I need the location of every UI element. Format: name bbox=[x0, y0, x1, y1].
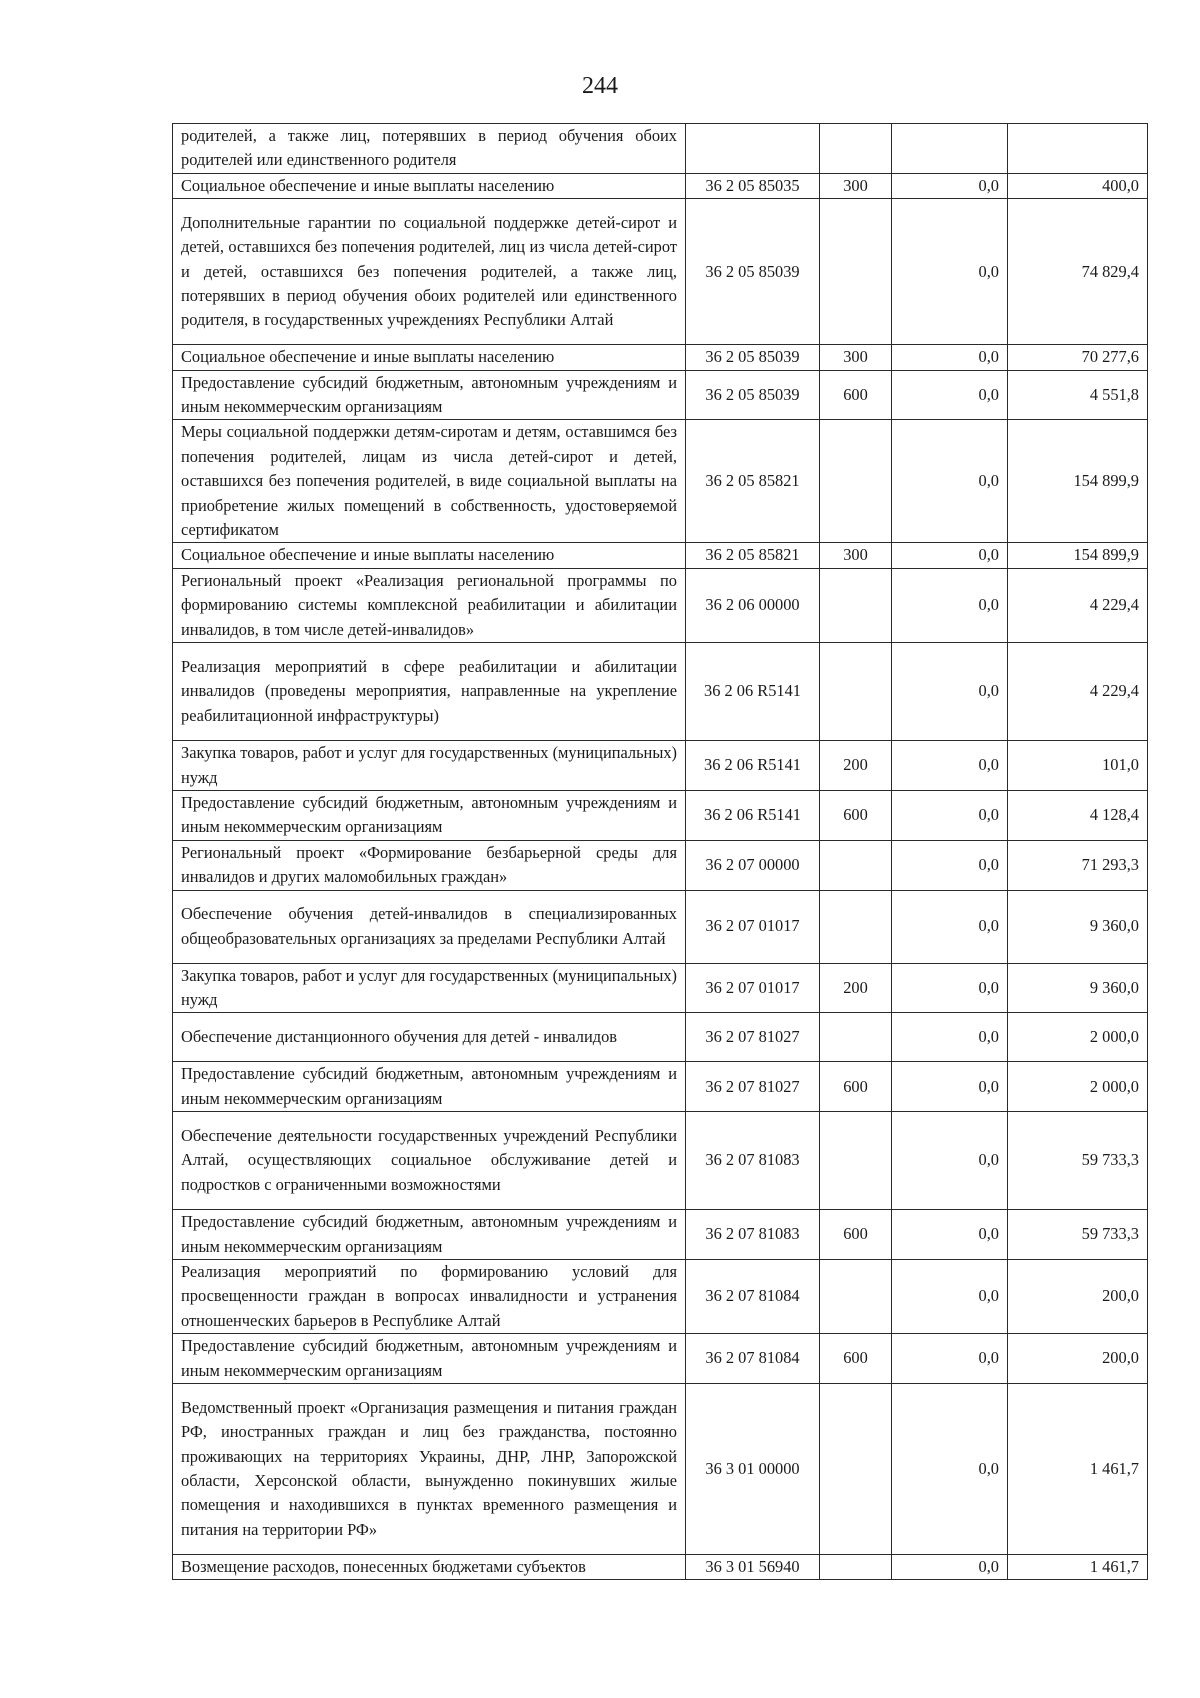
expense-name: Социальное обеспечение и иные выплаты населению bbox=[173, 543, 686, 568]
expense-type-code bbox=[820, 1555, 892, 1580]
amount-column-1: 0,0 bbox=[892, 1259, 1008, 1333]
expense-type-code: 300 bbox=[820, 345, 892, 370]
amount-column-2: 71 293,3 bbox=[1008, 840, 1148, 890]
expense-name: Закупка товаров, работ и услуг для государственных (муниципальных) нужд bbox=[173, 963, 686, 1013]
expense-type-code bbox=[820, 890, 892, 963]
amount-column-1: 0,0 bbox=[892, 1384, 1008, 1555]
expense-name: Обеспечение дистанционного обучения для детей - инвалидов bbox=[173, 1013, 686, 1062]
target-article-code: 36 2 06 R5141 bbox=[686, 643, 820, 741]
expense-name: Предоставление субсидий бюджетным, автономным учреждениям и иным некоммерческим организациям bbox=[173, 1334, 686, 1384]
amount-column-2: 4 229,4 bbox=[1008, 568, 1148, 642]
target-article-code: 36 2 07 01017 bbox=[686, 963, 820, 1013]
table-row bbox=[173, 1013, 1148, 1062]
target-article-code: 36 2 05 85039 bbox=[686, 199, 820, 345]
amount-column-2: 1 461,7 bbox=[1008, 1384, 1148, 1555]
target-article-code: 36 2 07 00000 bbox=[686, 840, 820, 890]
amount-column-1: 0,0 bbox=[892, 370, 1008, 420]
amount-column-2: 59 733,3 bbox=[1008, 1112, 1148, 1210]
expense-type-code: 200 bbox=[820, 963, 892, 1013]
amount-column-2: 4 229,4 bbox=[1008, 643, 1148, 741]
target-article-code: 36 3 01 00000 bbox=[686, 1384, 820, 1555]
amount-column-1: 0,0 bbox=[892, 1112, 1008, 1210]
amount-column-2: 9 360,0 bbox=[1008, 963, 1148, 1013]
amount-column-2: 400,0 bbox=[1008, 173, 1148, 198]
expense-type-code: 600 bbox=[820, 370, 892, 420]
target-article-code: 36 2 07 81027 bbox=[686, 1013, 820, 1062]
table-row bbox=[173, 199, 1148, 345]
amount-column-2: 1 461,7 bbox=[1008, 1555, 1148, 1580]
amount-column-1: 0,0 bbox=[892, 741, 1008, 791]
expense-type-code bbox=[820, 643, 892, 741]
table-row bbox=[173, 173, 1148, 198]
table-row bbox=[173, 963, 1148, 1013]
target-article-code: 36 2 07 81084 bbox=[686, 1259, 820, 1333]
expense-type-code: 600 bbox=[820, 1210, 892, 1260]
expense-name: Реализация мероприятий в сфере реабилитации и абилитации инвалидов (проведены мероприятия, направленные на укрепление реабилитационной инфраструктуры) bbox=[173, 643, 686, 741]
expense-type-code bbox=[820, 1384, 892, 1555]
target-article-code: 36 2 07 81027 bbox=[686, 1062, 820, 1112]
target-article-code: 36 2 07 01017 bbox=[686, 890, 820, 963]
table-row bbox=[173, 124, 1148, 174]
expense-name: Обеспечение деятельности государственных учреждений Республики Алтай, осуществляющих социальное обслуживание детей и подростков с ограниченными возможностями bbox=[173, 1112, 686, 1210]
table-row bbox=[173, 543, 1148, 568]
amount-column-2 bbox=[1008, 124, 1148, 174]
amount-column-2: 200,0 bbox=[1008, 1259, 1148, 1333]
amount-column-1: 0,0 bbox=[892, 199, 1008, 345]
amount-column-1: 0,0 bbox=[892, 1062, 1008, 1112]
amount-column-1: 0,0 bbox=[892, 963, 1008, 1013]
expense-type-code bbox=[820, 1259, 892, 1333]
table-row bbox=[173, 790, 1148, 840]
amount-column-1: 0,0 bbox=[892, 890, 1008, 963]
expense-name: Меры социальной поддержки детям-сиротам и детям, оставшимся без попечения родителей, лицам из числа детей-сирот и детей, оставшихся без попечения родителей, в виде социальной выплаты на приобретение жилых помещений в собственность, удостоверяемой сертификатом bbox=[173, 420, 686, 543]
target-article-code: 36 2 06 R5141 bbox=[686, 790, 820, 840]
table-row bbox=[173, 1112, 1148, 1210]
expense-name: Возмещение расходов, понесенных бюджетами субъектов bbox=[173, 1555, 686, 1580]
amount-column-2: 200,0 bbox=[1008, 1334, 1148, 1384]
table-row bbox=[173, 890, 1148, 963]
target-article-code: 36 2 06 00000 bbox=[686, 568, 820, 642]
expense-type-code bbox=[820, 1112, 892, 1210]
expense-name: Реализация мероприятий по формированию условий для просвещенности граждан в вопросах инвалидности и устранения отношенческих барьеров в Республике Алтай bbox=[173, 1259, 686, 1333]
table-row bbox=[173, 741, 1148, 791]
amount-column-2: 2 000,0 bbox=[1008, 1013, 1148, 1062]
amount-column-2: 4 128,4 bbox=[1008, 790, 1148, 840]
expense-type-code bbox=[820, 840, 892, 890]
expense-type-code: 300 bbox=[820, 173, 892, 198]
target-article-code: 36 2 05 85035 bbox=[686, 173, 820, 198]
amount-column-1: 0,0 bbox=[892, 1555, 1008, 1580]
amount-column-1: 0,0 bbox=[892, 1334, 1008, 1384]
amount-column-2: 59 733,3 bbox=[1008, 1210, 1148, 1260]
amount-column-1: 0,0 bbox=[892, 790, 1008, 840]
amount-column-1: 0,0 bbox=[892, 1013, 1008, 1062]
table-row bbox=[173, 1555, 1148, 1580]
amount-column-2: 9 360,0 bbox=[1008, 890, 1148, 963]
expense-type-code bbox=[820, 420, 892, 543]
table-row bbox=[173, 1259, 1148, 1333]
expense-name: Предоставление субсидий бюджетным, автономным учреждениям и иным некоммерческим организациям bbox=[173, 370, 686, 420]
expense-name: Предоставление субсидий бюджетным, автономным учреждениям и иным некоммерческим организациям bbox=[173, 790, 686, 840]
table-row bbox=[173, 1062, 1148, 1112]
expense-type-code: 600 bbox=[820, 1062, 892, 1112]
expense-name: Предоставление субсидий бюджетным, автономным учреждениям и иным некоммерческим организациям bbox=[173, 1062, 686, 1112]
amount-column-1: 0,0 bbox=[892, 1210, 1008, 1260]
target-article-code: 36 2 07 81084 bbox=[686, 1334, 820, 1384]
table-row bbox=[173, 643, 1148, 741]
amount-column-1: 0,0 bbox=[892, 173, 1008, 198]
expense-name: Обеспечение обучения детей-инвалидов в специализированных общеобразовательных организациях за пределами Республики Алтай bbox=[173, 890, 686, 963]
expense-name: Дополнительные гарантии по социальной поддержке детей-сирот и детей, оставшихся без попечения родителей, лиц из числа детей-сирот и детей, оставшихся без попечения родителей, а также лиц, потерявших в период обучения обоих родителей или единственного родителя, в государственных учреждениях Республики Алтай bbox=[173, 199, 686, 345]
target-article-code: 36 2 07 81083 bbox=[686, 1210, 820, 1260]
target-article-code: 36 2 05 85039 bbox=[686, 345, 820, 370]
amount-column-2: 154 899,9 bbox=[1008, 420, 1148, 543]
target-article-code bbox=[686, 124, 820, 174]
expense-type-code: 300 bbox=[820, 543, 892, 568]
target-article-code: 36 2 05 85821 bbox=[686, 543, 820, 568]
amount-column-2: 74 829,4 bbox=[1008, 199, 1148, 345]
expense-type-code: 600 bbox=[820, 790, 892, 840]
amount-column-2: 101,0 bbox=[1008, 741, 1148, 791]
amount-column-2: 4 551,8 bbox=[1008, 370, 1148, 420]
table-row bbox=[173, 1210, 1148, 1260]
amount-column-2: 2 000,0 bbox=[1008, 1062, 1148, 1112]
amount-column-1: 0,0 bbox=[892, 543, 1008, 568]
amount-column-2: 154 899,9 bbox=[1008, 543, 1148, 568]
expense-type-code bbox=[820, 568, 892, 642]
table-row bbox=[173, 568, 1148, 642]
amount-column-1: 0,0 bbox=[892, 643, 1008, 741]
table-row bbox=[173, 370, 1148, 420]
amount-column-1: 0,0 bbox=[892, 840, 1008, 890]
table-row bbox=[173, 840, 1148, 890]
target-article-code: 36 3 01 56940 bbox=[686, 1555, 820, 1580]
table-row bbox=[173, 420, 1148, 543]
target-article-code: 36 2 05 85039 bbox=[686, 370, 820, 420]
expense-type-code bbox=[820, 1013, 892, 1062]
amount-column-1 bbox=[892, 124, 1008, 174]
expense-type-code bbox=[820, 124, 892, 174]
expense-type-code: 600 bbox=[820, 1334, 892, 1384]
expense-name: Региональный проект «Реализация региональной программы по формированию системы комплексной реабилитации и абилитации инвалидов, в том числе детей-инвалидов» bbox=[173, 568, 686, 642]
expense-name: родителей, а также лиц, потерявших в период обучения обоих родителей или единственного родителя bbox=[173, 124, 686, 174]
amount-column-1: 0,0 bbox=[892, 568, 1008, 642]
table-row bbox=[173, 1334, 1148, 1384]
target-article-code: 36 2 05 85821 bbox=[686, 420, 820, 543]
target-article-code: 36 2 06 R5141 bbox=[686, 741, 820, 791]
expense-name: Социальное обеспечение и иные выплаты населению bbox=[173, 173, 686, 198]
table-row bbox=[173, 1384, 1148, 1555]
amount-column-2: 70 277,6 bbox=[1008, 345, 1148, 370]
expense-name: Предоставление субсидий бюджетным, автономным учреждениям и иным некоммерческим организациям bbox=[173, 1210, 686, 1260]
amount-column-1: 0,0 bbox=[892, 345, 1008, 370]
target-article-code: 36 2 07 81083 bbox=[686, 1112, 820, 1210]
expense-type-code: 200 bbox=[820, 741, 892, 791]
budget-table bbox=[172, 123, 1148, 1580]
expense-name: Социальное обеспечение и иные выплаты населению bbox=[173, 345, 686, 370]
expense-type-code bbox=[820, 199, 892, 345]
expense-name: Закупка товаров, работ и услуг для государственных (муниципальных) нужд bbox=[173, 741, 686, 791]
budget-table-body bbox=[173, 124, 1148, 1580]
expense-name: Ведомственный проект «Организация размещения и питания граждан РФ, иностранных граждан и лиц без гражданства, постоянно проживающих на территориях Украины, ДНР, ЛНР, Запорожской области, Херсонской области, вынужденно покинувших жилые помещения и находившихся в пунктах временного размещения и питания на территории РФ» bbox=[173, 1384, 686, 1555]
expense-name: Региональный проект «Формирование безбарьерной среды для инвалидов и других маломобильных граждан» bbox=[173, 840, 686, 890]
table-row bbox=[173, 345, 1148, 370]
page-number: 244 bbox=[582, 73, 618, 99]
amount-column-1: 0,0 bbox=[892, 420, 1008, 543]
